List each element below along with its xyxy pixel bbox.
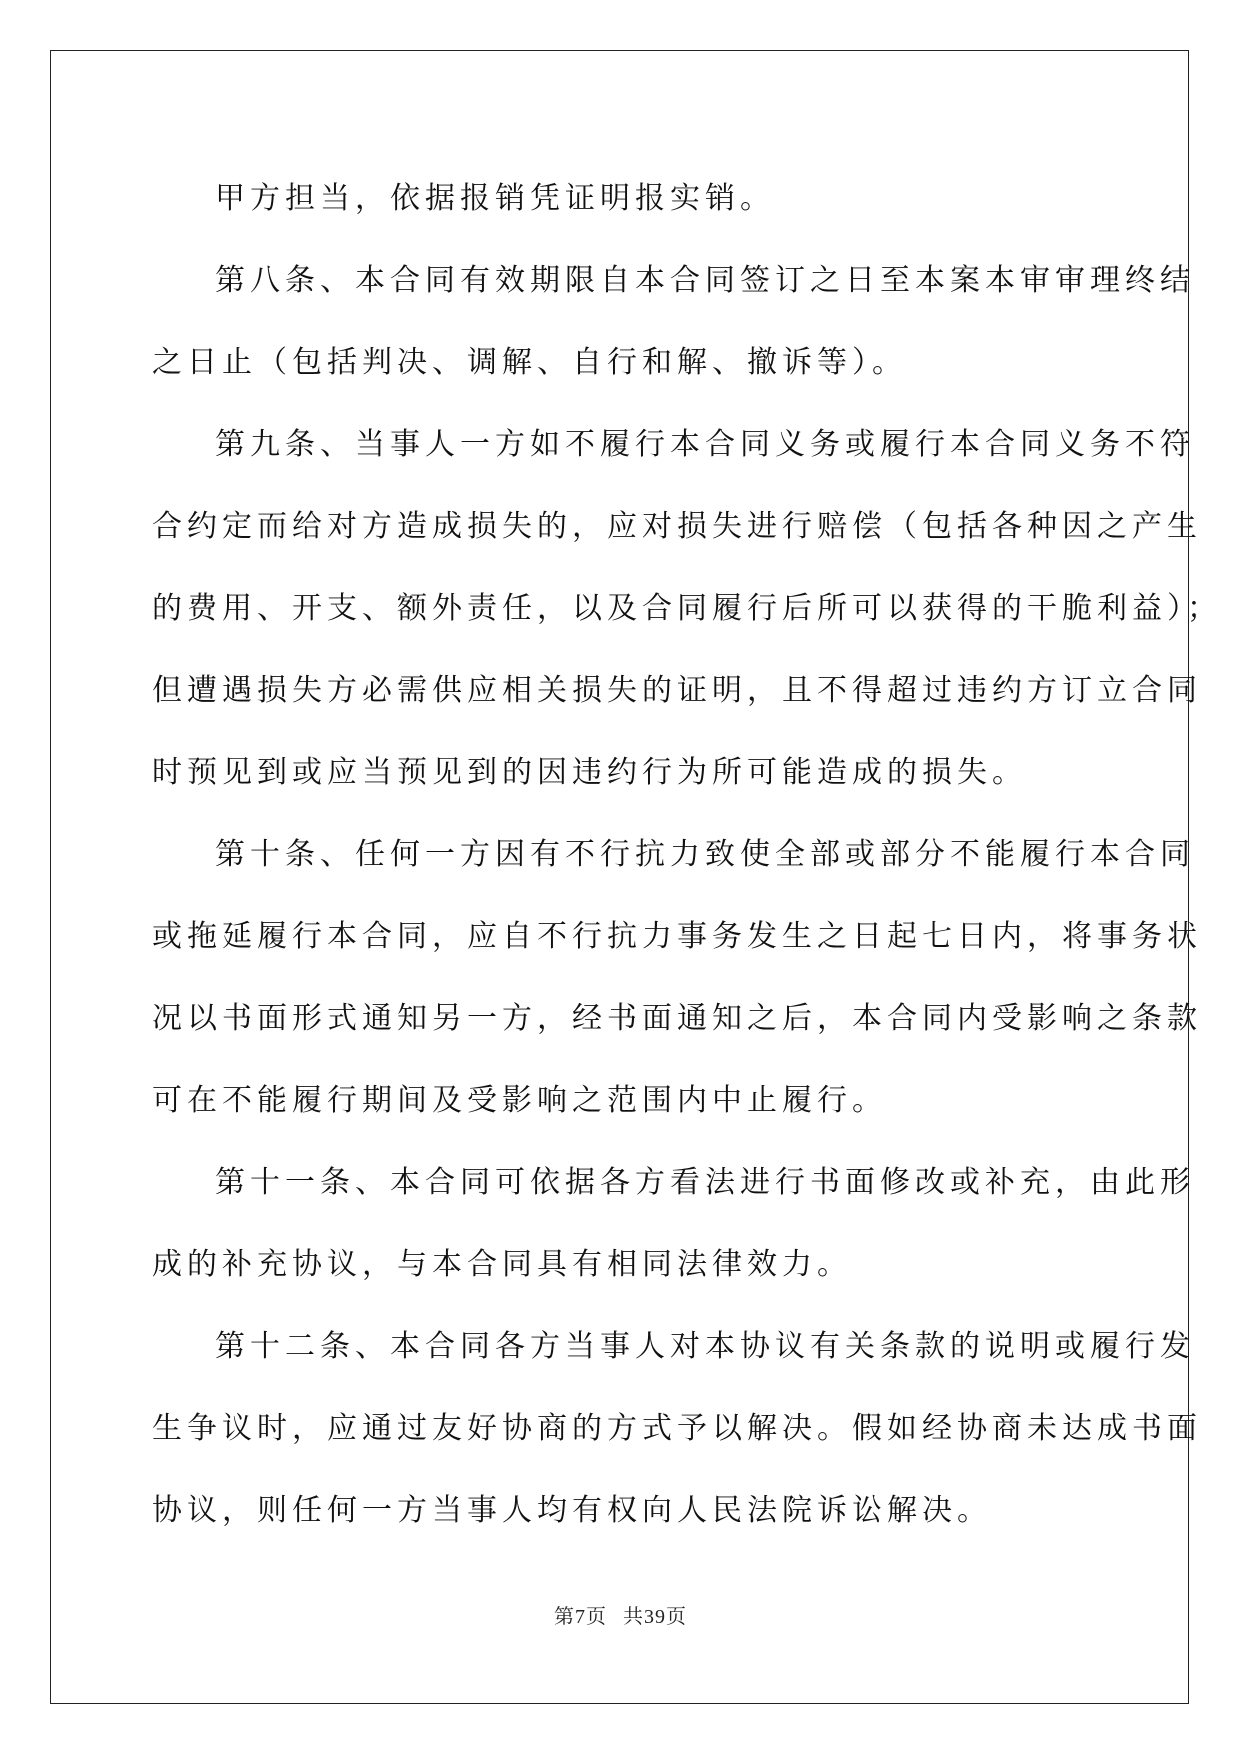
text-line: 第十二条、本合同各方当事人对本协议有关条款的说明或履行发 (215, 1329, 1195, 1364)
text-line: 成的补充协议，与本合同具有相同法律效力。 (152, 1247, 852, 1282)
text-line: 甲方担当，依据报销凭证明报实销。 (215, 181, 775, 216)
text-line: 第十条、任何一方因有不行抗力致使全部或部分不能履行本合同 (215, 837, 1195, 872)
text-line: 第九条、当事人一方如不履行本合同义务或履行本合同义务不符 (215, 427, 1195, 462)
text-line: 合约定而给对方造成损失的，应对损失进行赔偿（包括各种因之产生 (152, 509, 1202, 544)
text-line: 时预见到或应当预见到的因违约行为所可能造成的损失。 (152, 755, 1027, 790)
page-total: 共39页 (623, 1606, 687, 1628)
document-body (152, 158, 1222, 1552)
text-line: 或拖延履行本合同，应自不行抗力事务发生之日起七日内，将事务状 (152, 919, 1202, 954)
page-number: 第7页 (554, 1606, 607, 1628)
text-line: 之日止（包括判决、调解、自行和解、撤诉等）。 (152, 345, 907, 380)
text-line: 但遭遇损失方必需供应相关损失的证明，且不得超过违约方订立合同 (152, 673, 1202, 708)
text-line: 第十一条、本合同可依据各方看法进行书面修改或补充，由此形 (215, 1165, 1195, 1200)
text-line: 可在不能履行期间及受影响之范围内中止履行。 (152, 1083, 887, 1118)
page-footer (0, 1600, 1241, 1629)
text-line: 的费用、开支、额外责任，以及合同履行后所可以获得的干脆利益）； (152, 591, 1222, 626)
text-line: 第八条、本合同有效期限自本合同签订之日至本案本审审理终结 (215, 263, 1195, 298)
text-line: 协议，则任何一方当事人均有权向人民法院诉讼解决。 (152, 1493, 992, 1528)
text-line: 况以书面形式通知另一方，经书面通知之后，本合同内受影响之条款 (152, 1001, 1202, 1036)
text-line: 生争议时，应通过友好协商的方式予以解决。假如经协商未达成书面 (152, 1411, 1202, 1446)
